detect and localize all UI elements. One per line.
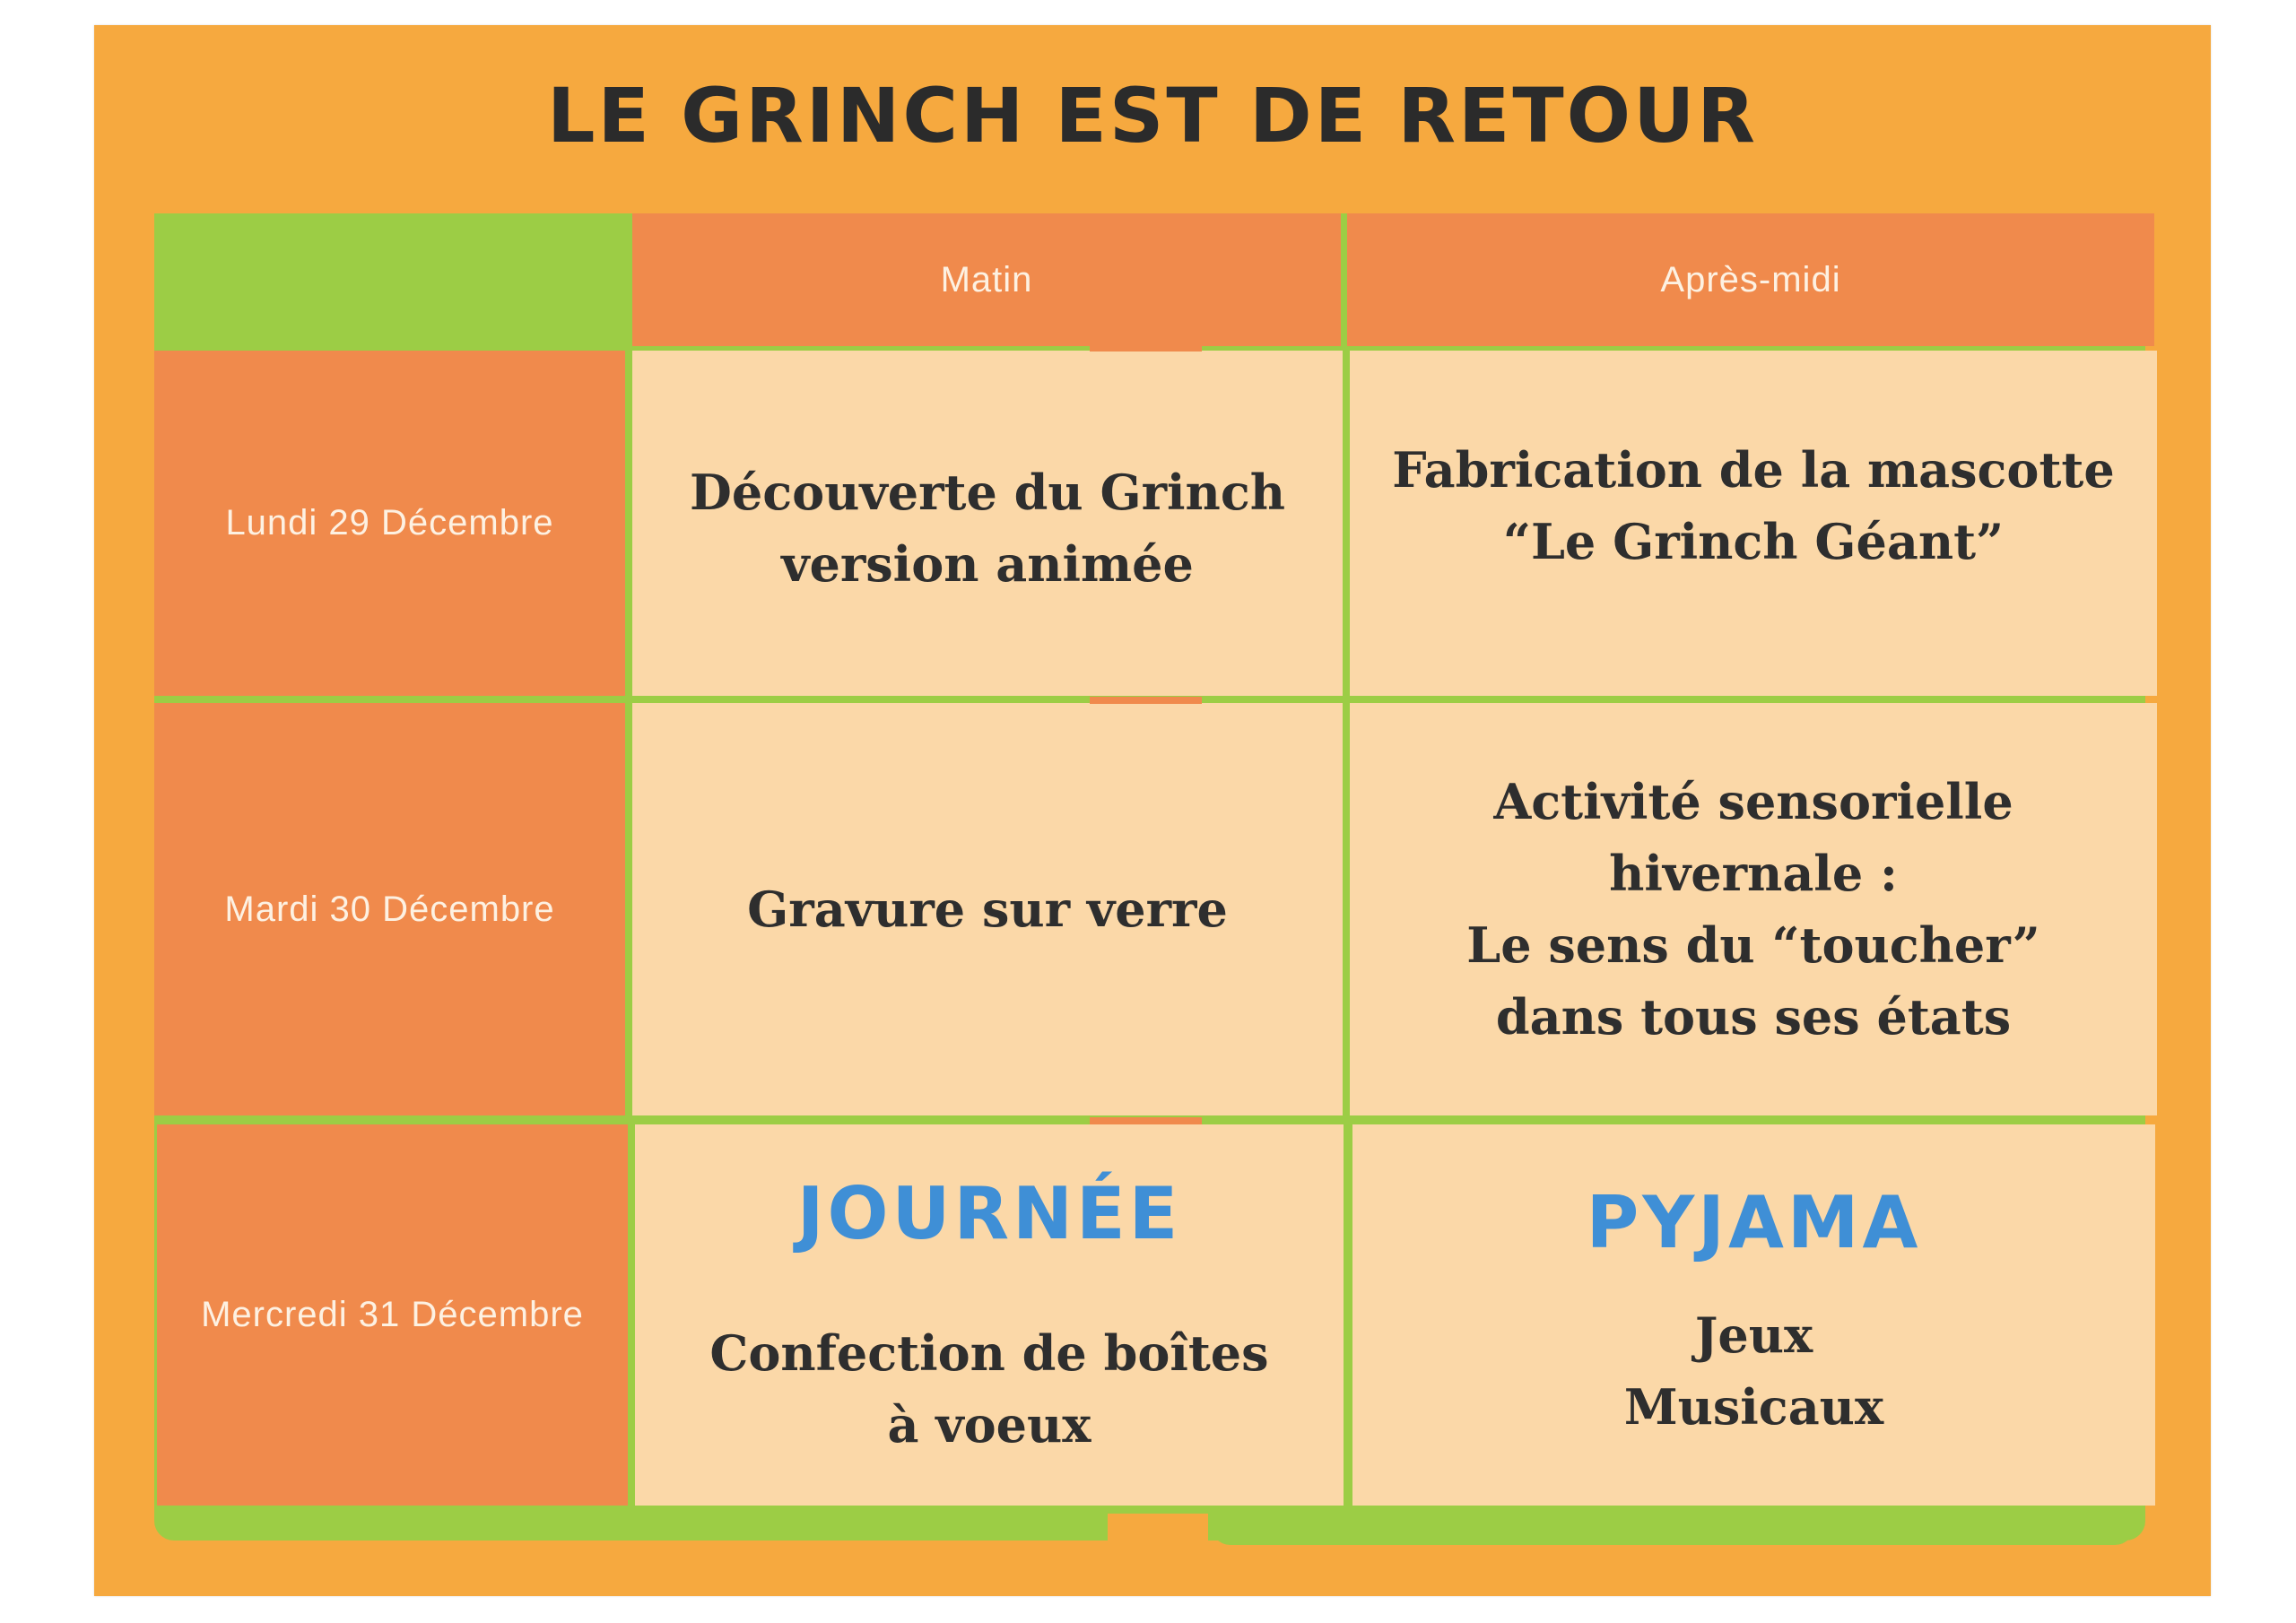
activity-tuesday-afternoon	[1350, 703, 2157, 1115]
activity-tuesday-morning	[632, 703, 1343, 1115]
divider-tab	[1090, 697, 1202, 704]
column-header-morning: Matin	[632, 213, 1341, 346]
poster	[94, 25, 2211, 1596]
day-label-wednesday: Mercredi 31 Décembre	[157, 1124, 628, 1506]
activity-line: Confection de boîtes	[709, 1324, 1269, 1382]
activity-line: Jeux	[1694, 1306, 1813, 1364]
activity-line: Activité sensorielle	[1493, 773, 2013, 830]
activity-monday-afternoon	[1350, 351, 2157, 696]
activity-line: Musicaux	[1623, 1378, 1884, 1436]
activity-line: “Le Grinch Géant”	[1502, 512, 2005, 570]
banner-pyjama: PYJAMA	[1586, 1181, 1922, 1264]
bottom-gap	[1108, 1514, 1208, 1596]
activity-wednesday-morning	[635, 1124, 1344, 1506]
column-header-afternoon: Après-midi	[1347, 213, 2154, 346]
activity-line: Fabrication de la mascotte	[1392, 440, 2115, 499]
corner-cell	[154, 213, 630, 352]
activity-line: Gravure sur verre	[747, 881, 1228, 938]
page-title: LE GRINCH EST DE RETOUR	[547, 72, 1758, 160]
activity-monday-morning	[632, 351, 1343, 696]
day-label-tuesday: Mardi 30 Décembre	[154, 703, 625, 1115]
banner-journee: JOURNÉE	[796, 1172, 1182, 1255]
activity-wednesday-afternoon	[1352, 1124, 2155, 1506]
activity-line: version animée	[781, 534, 1194, 593]
divider-tab	[1090, 344, 1202, 352]
activity-line: Le sens du “toucher”	[1466, 916, 2040, 974]
activity-line: Découverte du Grinch	[690, 463, 1285, 521]
day-label-monday: Lundi 29 Décembre	[154, 351, 625, 696]
divider-tab	[1090, 1117, 1202, 1124]
activity-line: à voeux	[887, 1396, 1091, 1454]
activity-line: dans tous ses états	[1495, 988, 2012, 1046]
activity-line: hivernale :	[1609, 845, 1898, 902]
